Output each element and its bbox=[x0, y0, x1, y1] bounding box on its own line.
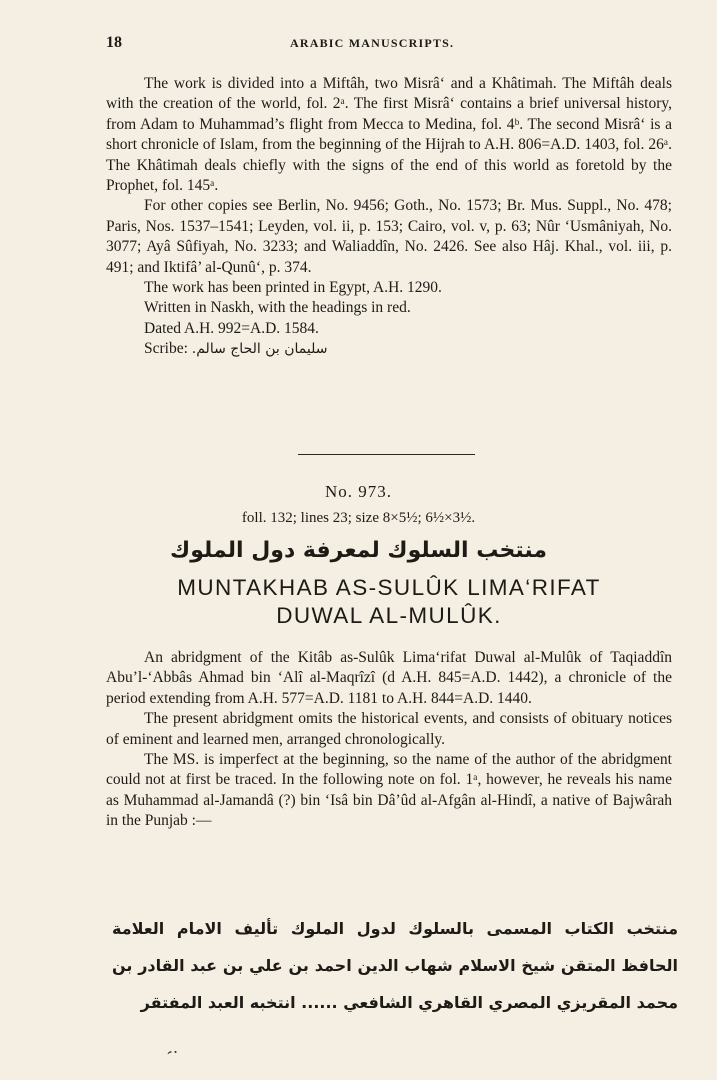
page-header bbox=[106, 34, 672, 54]
paragraph-scribe bbox=[106, 339, 672, 359]
entry-arabic-title: منتخب السلوك لمعرفة دول الملوك bbox=[170, 538, 547, 563]
scribe-label: Scribe: bbox=[144, 340, 188, 358]
previous-entry-text bbox=[106, 74, 672, 360]
arabic-quotation: منتخب الكتاب المسمى بالسلوك لدول الملوك تأليف الامام العلامة الحافظ المتقن شيخ الاسلام شهاب الدين احمد بن علي بن عبد القادر بن محمد المقريزي المصري القاهري الشافعي ...... انتخبه العبد المفتقر bbox=[112, 919, 678, 1012]
running-head: ARABIC MANUSCRIPTS. bbox=[290, 36, 455, 50]
scribe-name-arabic: سليمان بن الحاج سالم. bbox=[191, 341, 328, 358]
entry-description bbox=[106, 648, 672, 832]
paragraph-contents: The present abridgment omits the historical events, and consists of obituary notices of eminent and learned men, arranged chronologically. bbox=[106, 710, 672, 748]
entry-title bbox=[106, 574, 672, 630]
entry-title-line-1: MUNTAKHAB AS-SULÛK LIMA‘RIFAT bbox=[177, 575, 601, 600]
section-divider bbox=[298, 454, 475, 455]
paragraph-script: Written in Naskh, with the headings in red. bbox=[144, 299, 411, 317]
paragraph-authorship: The MS. is imperfect at the beginning, so the name of the author of the abridgment could not at first be traced. In the following note on fol. 1ᵃ, however, he reveals his name as Muhammad al-Jamandâ (?) bin ‘Isâ bin Dâ’ûd al-Afgân al-Hindî, a native of Bajwârah in the Punjab :— bbox=[106, 751, 672, 830]
paragraph-dated: Dated A.H. 992=A.D. 1584. bbox=[144, 319, 319, 337]
paragraph-description: The work is divided into a Miftâh, two Misrâ‘ and a Khâtimah. The Miftâh deals with the creation of the world, fol. 2ᵃ. The first Misrâ‘ contains a brief universal history, from Adam to Muhammad’s flight from Mecca to Medina, fol. 4ᵇ. The second Misrâ‘ is a short chronicle of Islam, from the beginning of the Hijrah to A.H. 806=A.D. 1403, fol. 26ᵃ. The Khâtimah deals chiefly with the signs of the end of this world as foretold by the Prophet, fol. 145ᵃ. bbox=[106, 75, 672, 195]
paragraph-abridgment: An abridgment of the Kitâb as-Sulûk Lima‘rifat Duwal al-Mulûk of Taqiaddîn Abu’l-‘Abbâs Ahmad bin ‘Alî al-Maqrîzî (d A.H. 845=A.D. 1442), a chronicle of the period extending from A.H. 577=A.D. 1181 to A.H. 844=A.D. 1440. bbox=[106, 649, 672, 707]
paragraph-other-copies: For other copies see Berlin, No. 9456; Goth., No. 1573; Br. Mus. Suppl., No. 478; Paris, Nos. 1537–1541; Leyden, vol. ii, p. 153; Cairo, vol. v, p. 63; Nûr ‘Usmâniyah, No. 3077; Ayâ Sûfiyah, No. 3233; and Waliaddîn, No. 2426. See also Hâj. Khal., vol. iii, p. 491; and Iktifâ’ al-Qunû‘, p. 374. bbox=[106, 197, 672, 276]
entry-title-line-2: DUWAL AL-MULÛK. bbox=[276, 603, 502, 628]
entry-physical-description: foll. 132; lines 23; size 8×5½; 6½×3½. bbox=[241, 510, 476, 526]
page-number: 18 bbox=[106, 34, 122, 51]
paragraph-printed: The work has been printed in Egypt, A.H. 1290. bbox=[144, 279, 442, 297]
margin-mark: ⁏ bbox=[165, 1049, 183, 1055]
entry-number: No. 973. bbox=[324, 482, 393, 501]
